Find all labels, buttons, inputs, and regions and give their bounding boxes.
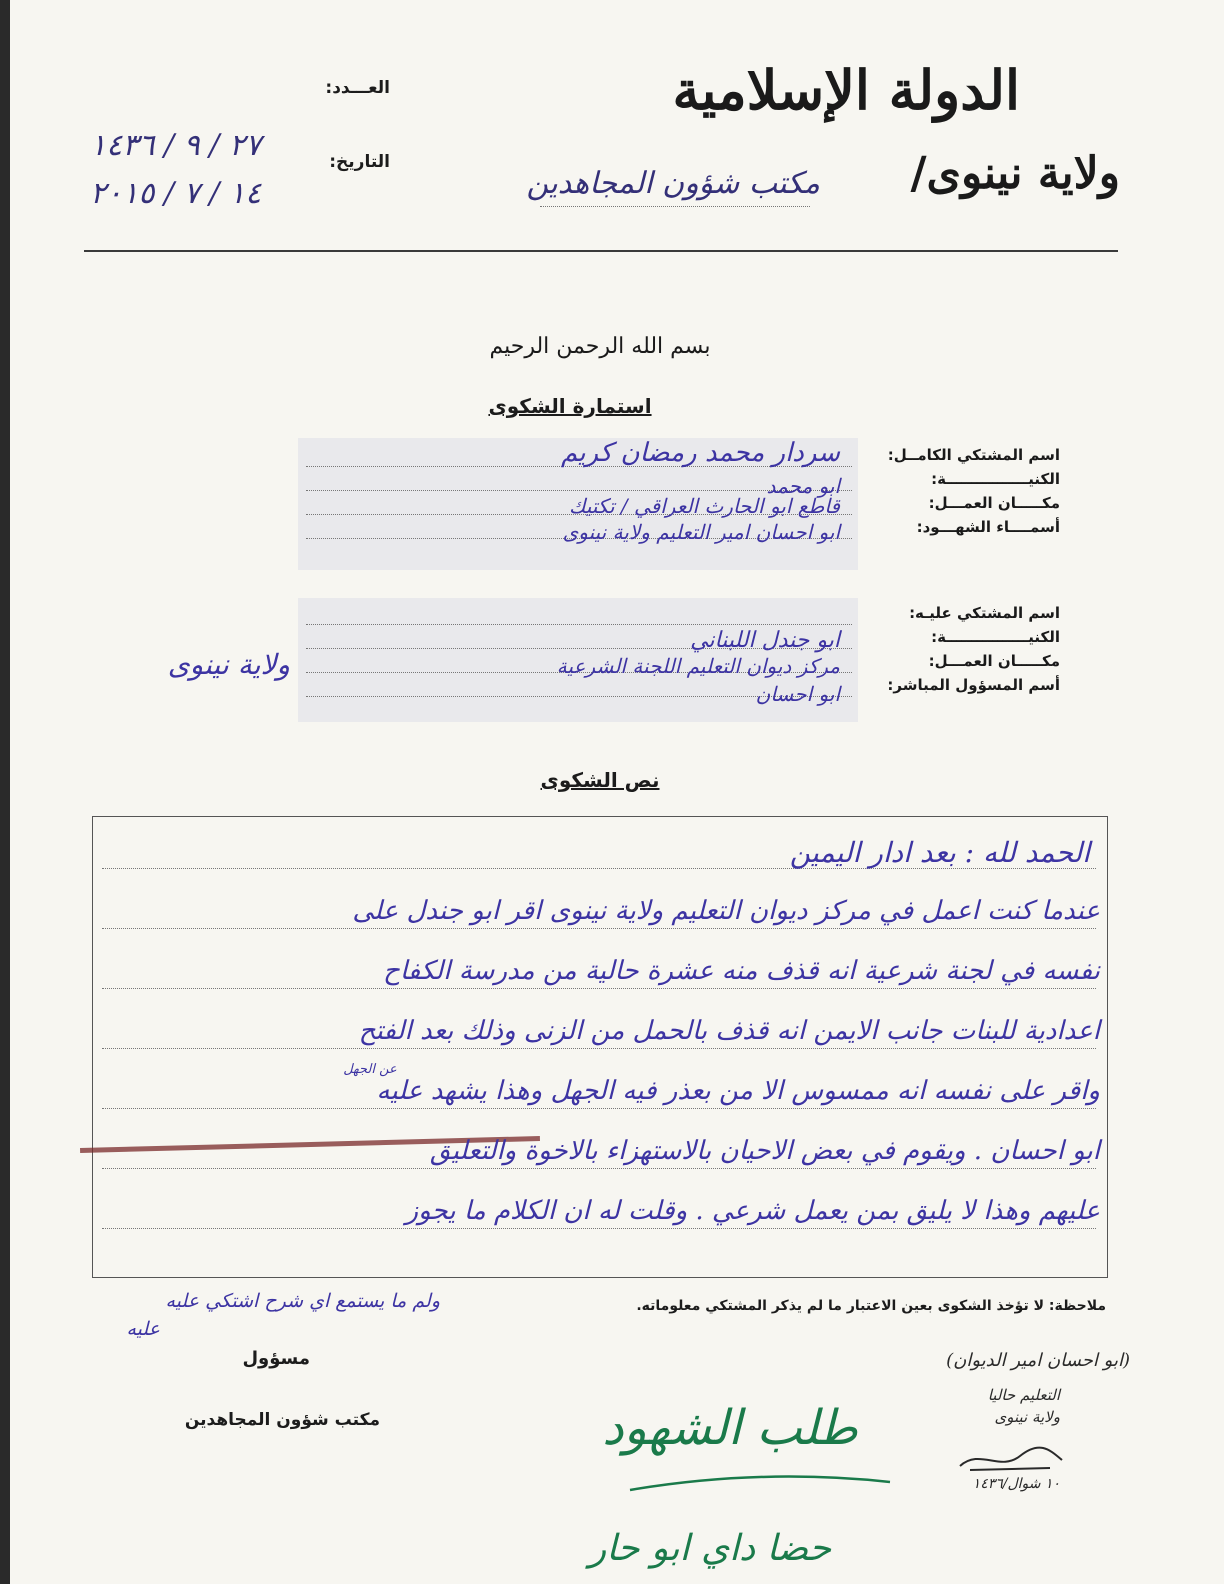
signature-scribble (950, 1438, 1070, 1478)
date-label: التاريخ: (329, 152, 390, 172)
dotted-line (102, 1228, 1096, 1229)
date-hijri: ٢٧ / ٩ / ١٤٣٦ (90, 128, 262, 163)
office-dotted-line (540, 206, 810, 207)
complaint-insert: عن الجهل (343, 1062, 397, 1077)
dotted-line (102, 988, 1096, 989)
complaint-line-5: واقر على نفسه انه ممسوس الا من بعذر فيه الجهل وهذا يشهد عليه (376, 1076, 1100, 1106)
basmala: بسم الله الرحمن الرحيم (489, 334, 711, 359)
wilaya-title: ولاية نينوى/ (910, 148, 1120, 199)
complainant-name-value: سردار محمد رمضان كريم (561, 438, 840, 468)
accused-supervisor-label: أسم المسؤول المباشر: (887, 676, 1060, 694)
accused-workplace-label: مكـــــان العمـــل: (928, 652, 1060, 670)
signoff-name: (ابو احسان امير الديوان) (946, 1350, 1130, 1371)
complaint-line-3: نفسه في لجنة شرعية انه قذف منه عشرة حالية من مدرسة الكفاح (383, 956, 1100, 986)
accused-labels (866, 604, 1060, 700)
complainant-workplace-value: قاطع ابو الحارث العراقي / تكتيك (569, 494, 840, 518)
scan-edge (0, 0, 10, 1584)
form-note: ملاحظة: لا تؤخذ الشكوى بعين الاعتبار ما لم يذكر المشتكي معلوماته. (636, 1298, 1106, 1314)
footer-responsible: مسؤول (242, 1348, 310, 1369)
complainant-labels (866, 446, 1060, 542)
complaint-line-2: عندما كنت اعمل في مركز ديوان التعليم ولاية نينوى اقر ابو جندل على (352, 896, 1100, 926)
complaint-line-4: اعدادية للبنات جانب الايمن انه قذف بالحمل من الزنى وذلك بعد الفتح (358, 1016, 1100, 1046)
complaint-line-7: عليهم وهذا لا يليق بمن يعمل شرعي . وقلت له ان الكلام ما يجوز (405, 1196, 1100, 1226)
complaint-line-1: الحمد لله : بعد ادار اليمين (789, 836, 1090, 869)
form-title: استمارة الشكوى (488, 394, 652, 418)
accused-kunya-value: ابو جندل اللبناني (690, 628, 840, 653)
dotted-line (102, 1168, 1096, 1169)
signoff-date: ١٠ شوال/١٤٣٦ (972, 1476, 1060, 1492)
complainant-workplace-label: مكـــــان العمـــل: (928, 494, 1060, 512)
dotted-line (102, 1108, 1096, 1109)
accused-name-label: اسم المشتكي عليـه: (909, 604, 1060, 622)
overflow-note-1: ولم ما يستمع اي شرح اشتكي عليه (165, 1290, 440, 1312)
complainant-witnesses-label: أسمــــاء الشهـــود: (916, 518, 1060, 536)
number-label: العـــدد: (325, 78, 390, 98)
green-note: حضا داي ابو حار (588, 1528, 832, 1569)
signoff-line3: ولاية نينوى (994, 1408, 1060, 1426)
state-title: الدولة الإسلامية (672, 58, 1020, 122)
dotted-line (306, 624, 852, 625)
footer-office: مكتب شؤون المجاهدين (184, 1410, 380, 1430)
green-request: طلب الشهود (602, 1400, 858, 1456)
accused-margin-note: ولاية نينوى (167, 648, 290, 681)
complainant-kunya-value: ابو محمد (766, 474, 840, 498)
green-arrow (620, 1460, 900, 1500)
accused-workplace-value: مركز ديوان التعليم اللجنة الشرعية (556, 654, 840, 678)
signoff-line2: التعليم حاليا (987, 1386, 1060, 1404)
overflow-note-2: عليه (126, 1318, 160, 1340)
accused-supervisor-value: ابو احسان (755, 682, 840, 706)
date-gregorian: ١٤ / ٧ / ٢٠١٥ (90, 176, 262, 211)
complaint-title: نص الشكوى (540, 768, 660, 792)
accused-kunya-label: الكنيــــــــــــــــة: (931, 628, 1060, 646)
dotted-line (102, 928, 1096, 929)
office-handwritten: مكتب شؤون المجاهدين (526, 166, 820, 201)
complainant-kunya-label: الكنيــــــــــــــــة: (931, 470, 1060, 488)
complaint-line-6: ابو احسان . ويقوم في بعض الاحيان بالاستهزاء بالاخوة والتعليق (430, 1136, 1100, 1166)
dotted-line (102, 1048, 1096, 1049)
complainant-name-label: اسم المشتكي الكامــل: (887, 446, 1060, 464)
header-divider (84, 250, 1118, 252)
complainant-witnesses-value: ابو احسان امير التعليم ولاية نينوى (562, 520, 840, 544)
